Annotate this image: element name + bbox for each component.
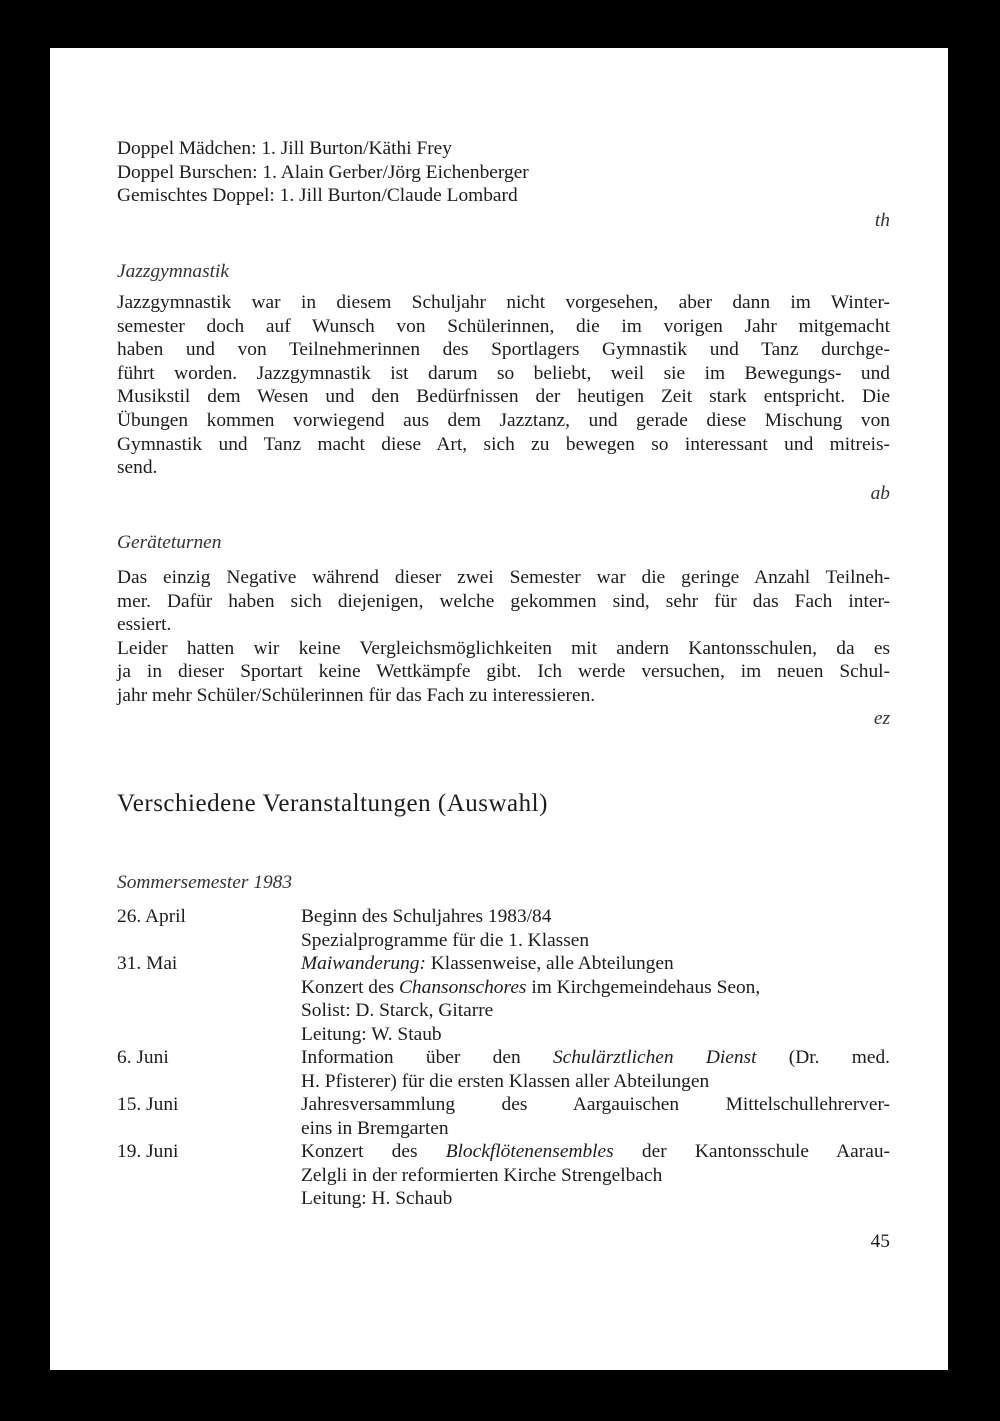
event-line bbox=[301, 952, 890, 976]
paragraph-line: send. bbox=[117, 457, 158, 479]
event-date: 6. Juni bbox=[117, 1047, 169, 1068]
event-line: Beginn des Schuljahres 1983/84 bbox=[301, 906, 552, 927]
paragraph-line: Übungen kommen vorwiegend aus dem Jazztanz, und gerade diese Mischung von bbox=[117, 409, 890, 431]
paragraph-line: semester doch auf Wunsch von Schülerinnen, die im vorigen Jahr mitgemacht bbox=[117, 315, 890, 337]
semester-heading: Sommersemester 1983 bbox=[117, 872, 293, 893]
event-line: Solist: D. Starck, Gitarre bbox=[301, 1000, 494, 1022]
event-description bbox=[301, 905, 890, 952]
event-date: 31. Mai bbox=[117, 953, 178, 974]
doubles-line: Doppel Mädchen: 1. Jill Burton/Käthi Frey bbox=[117, 138, 452, 159]
event-title-italic: Maiwanderung: bbox=[301, 953, 426, 974]
author-sig-ab: ab bbox=[870, 483, 890, 504]
event-line: Jahresversammlung des Aargauischen Mittelschullehrerver- bbox=[301, 1094, 890, 1115]
event-line: Leitung: W. Staub bbox=[301, 1023, 442, 1045]
paragraph-line: essiert. bbox=[117, 614, 172, 636]
paragraph-line: führt worden. Jazzgymnastik ist darum so beliebt, weil sie im Bewegungs- und bbox=[117, 362, 890, 384]
event-date: 19. Juni bbox=[117, 1141, 179, 1162]
event-date: 26. April bbox=[117, 906, 186, 927]
section-heading-geraeteturnen: Geräteturnen bbox=[117, 532, 222, 553]
doubles-line: Gemischtes Doppel: 1. Jill Burton/Claude Lombard bbox=[117, 185, 518, 207]
section-title-veranstaltungen: Verschiedene Veranstaltungen (Auswahl) bbox=[117, 790, 548, 817]
section-heading-jazzgymnastik: Jazzgymnastik bbox=[117, 261, 230, 282]
event-line bbox=[301, 1046, 890, 1070]
paragraph-line: Das einzig Negative während dieser zwei Semester war die geringe Anzahl Teilneh- bbox=[117, 567, 890, 588]
event-line bbox=[301, 976, 890, 1000]
event-description bbox=[301, 952, 890, 1046]
event-text: Konzert des bbox=[301, 1141, 446, 1162]
event-title-italic: Blockflötenensembles bbox=[445, 1141, 614, 1162]
event-line: eins in Bremgarten bbox=[301, 1117, 449, 1139]
event-text: Klassenweise, alle Abteilungen bbox=[425, 953, 674, 974]
author-sig-ez: ez bbox=[873, 708, 890, 729]
event-text: im Kirchgemeindehaus Seon, bbox=[526, 976, 761, 998]
event-title-italic: Chansonschores bbox=[399, 976, 527, 998]
doubles-results bbox=[117, 137, 890, 208]
event-line bbox=[301, 1140, 890, 1164]
event-description bbox=[301, 1140, 890, 1211]
event-title-italic: Schulärztlichen Dienst bbox=[552, 1047, 757, 1068]
page-number: 45 bbox=[870, 1231, 890, 1252]
paragraph-line: Leider hatten wir keine Vergleichsmöglichkeiten mit andern Kantonsschulen, da es bbox=[117, 637, 890, 659]
doubles-line: Doppel Burschen: 1. Alain Gerber/Jörg Eichenberger bbox=[117, 161, 529, 183]
event-text: Konzert des bbox=[301, 976, 399, 998]
jazz-paragraph bbox=[117, 291, 890, 480]
geraete-paragraph bbox=[117, 566, 890, 708]
event-text: der Kantonsschule Aarau- bbox=[613, 1141, 890, 1162]
event-description bbox=[301, 1093, 890, 1140]
paragraph-line: Jazzgymnastik war in diesem Schuljahr nicht vorgesehen, aber dann im Winter- bbox=[117, 292, 890, 313]
paragraph-line: haben und von Teilnehmerinnen des Sportlagers Gymnastik und Tanz durchge- bbox=[117, 339, 890, 361]
paragraph-line: jahr mehr Schüler/Schülerinnen für das Fach zu interessieren. bbox=[117, 684, 596, 706]
paragraph-line: ja in dieser Sportart keine Wettkämpfe gibt. Ich werde versuchen, im neuen Schul- bbox=[117, 661, 890, 683]
paragraph-line: mer. Dafür haben sich diejenigen, welche gekommen sind, sehr für das Fach inter- bbox=[117, 590, 890, 612]
page bbox=[50, 48, 948, 1370]
author-sig-th: th bbox=[874, 210, 890, 231]
event-line: Leitung: H. Schaub bbox=[301, 1188, 453, 1210]
event-line: Spezialprogramme für die 1. Klassen bbox=[301, 929, 590, 951]
event-description bbox=[301, 1046, 890, 1093]
event-text: (Dr. med. bbox=[756, 1047, 890, 1068]
event-date: 15. Juni bbox=[117, 1094, 179, 1115]
event-line: Zelgli in der reformierten Kirche Strengelbach bbox=[301, 1164, 663, 1186]
event-text: Information über den bbox=[301, 1047, 553, 1068]
paragraph-line: Musikstil dem Wesen und den Bedürfnissen der heutigen Zeit stark entspricht. Die bbox=[117, 386, 890, 408]
event-line: H. Pfisterer) für die ersten Klassen aller Abteilungen bbox=[301, 1070, 710, 1092]
paragraph-line: Gymnastik und Tanz macht diese Art, sich zu bewegen so interessant und mitreis- bbox=[117, 433, 890, 455]
events-list bbox=[117, 905, 890, 1235]
